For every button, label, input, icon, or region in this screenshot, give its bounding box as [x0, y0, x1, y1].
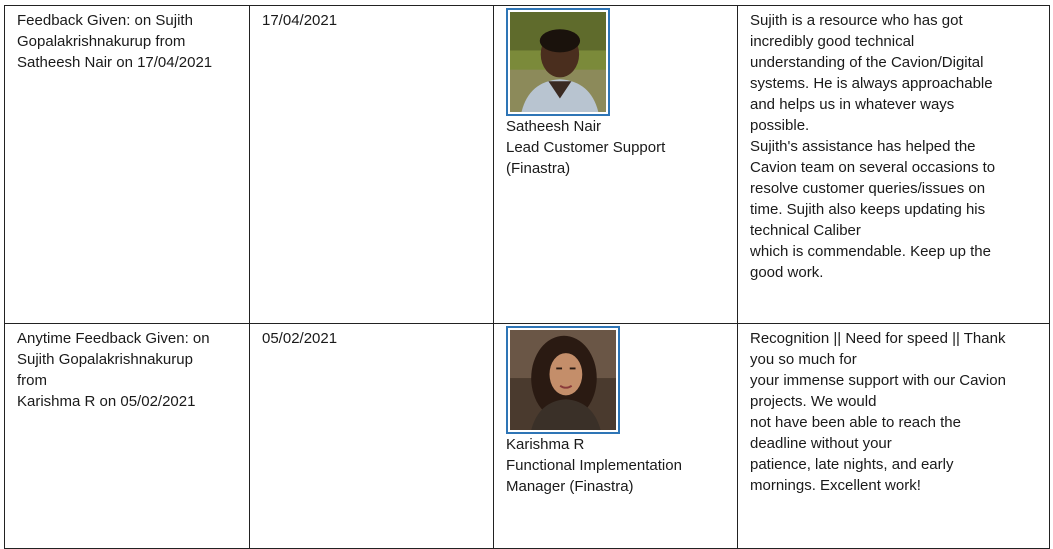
feedback-table: [4, 5, 1050, 549]
giver-cell: [494, 6, 738, 324]
table-row: [5, 324, 1050, 549]
giver-cell: [494, 324, 738, 549]
giver-name: Satheesh Nair: [506, 118, 602, 135]
giver-name: Karishma R: [506, 436, 585, 453]
comment-text: Recognition || Need for speed || Thank you so much for your immense support with our Cavion projects. We would not have been able to reach the deadline without your patience, late nights, and early mornings. Excellent work!: [750, 330, 1006, 494]
feedback-text: Anytime Feedback Given: on Sujith Gopalakrishnakurup from Karishma R on 05/02/2021: [17, 330, 210, 410]
comment-cell: [738, 6, 1050, 324]
giver-title: Lead Customer Support (Finastra): [506, 139, 666, 177]
date-text: 05/02/2021: [262, 330, 338, 347]
feedback-cell: [5, 324, 250, 549]
date-cell: [250, 324, 494, 549]
feedback-cell: [5, 6, 250, 324]
comment-cell: [738, 324, 1050, 549]
giver-title: Functional Implementation Manager (Finastra): [506, 457, 682, 495]
comment-text: Sujith is a resource who has got incredibly good technical understanding of the Cavion/Digital systems. He is always approachable and helps us in whatever ways possible. Sujith's assistance has helped the Cavion team on several occasions to resolve customer queries/issues on time. Sujith also keeps updating his technical Caliber which is commendable. Keep up the good work.: [750, 12, 996, 281]
woman-portrait-photo-icon: [506, 326, 620, 434]
table-row: [5, 6, 1050, 324]
date-text: 17/04/2021: [262, 12, 338, 29]
date-cell: [250, 6, 494, 324]
man-portrait-photo-icon: [506, 8, 610, 116]
feedback-text: Feedback Given: on Sujith Gopalakrishnakurup from Satheesh Nair on 17/04/2021: [17, 12, 213, 71]
